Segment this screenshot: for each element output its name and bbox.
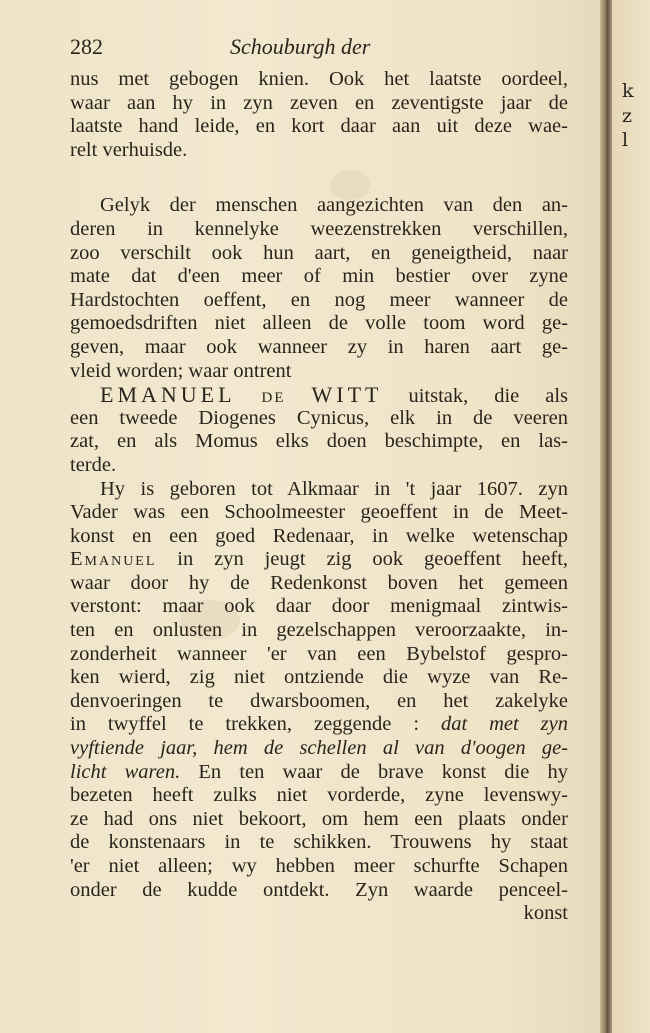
text-line: onder de kudde ontdekt. Zyn waarde penceel- [70, 878, 568, 901]
text-line: geven, maar ook wanneer zy in haren aart ge- [70, 335, 568, 358]
quote-text: licht waren. [70, 760, 181, 783]
text-line: ten en onlusten in gezelschappen veroorzaakte, in- [70, 619, 568, 642]
quote-line: vyftiende jaar, hem de schellen al van d'oogen ge- [70, 737, 568, 760]
text-line [70, 548, 568, 572]
text-line: vleid worden; waar ontrent [70, 359, 292, 382]
text-line: zat, en als Momus elks doen beschimpte, en las- [70, 430, 568, 453]
text-line: Hardstochten oeffent, en nog meer wanneer de [70, 288, 568, 311]
page-header [70, 34, 570, 64]
text-line: waar door hy de Redenkonst boven het gemeen [70, 571, 568, 594]
text-line: Gelyk der menschen aangezichten van den an- [100, 194, 568, 217]
text-line: 'er niet alleen; wy hebben meer schurfte Schapen [70, 855, 568, 877]
running-head: Schouburgh der [230, 34, 371, 59]
facing-page-fragment: z [622, 105, 633, 127]
text-line: mate dat d'een meer of min bestier over zyne [70, 265, 568, 288]
text-line: konst en een goed Redenaar, in welke wetenschap [70, 524, 568, 547]
facing-page-fragment: l [622, 129, 629, 151]
artist-last-name: WITT [311, 382, 383, 408]
book-gutter [600, 0, 612, 1033]
text-line [70, 713, 568, 737]
artist-first-name: EMANUEL [100, 382, 236, 408]
text-line: gemoedsdriften niet alleen de volle toom word ge- [70, 312, 568, 335]
text-line: zoo verschilt ook hun aart, en geneigtheid, naar [70, 241, 568, 264]
text-fragment: in zyn jeugt zig ook geoeffent heeft, [177, 548, 569, 571]
text-fragment: En ten waar de brave konst die hy [198, 760, 568, 783]
text-line: waar aan hy in zyn zeven en zeventigste jaar de [70, 91, 568, 114]
text-line: bezeten heeft zulks niet vorderde, zyne levenswy- [70, 784, 568, 807]
name-line [70, 383, 568, 407]
quote-text: dat met zyn [440, 713, 568, 736]
paragraph-gap [70, 162, 568, 194]
artist-name-particle: DE [261, 390, 286, 407]
text-line: laatste hand leide, en kort daar aan uit deze wae- [70, 115, 568, 138]
text-line: denvoeringen te dwarsboomen, en het zakelyke [70, 689, 568, 712]
text-line: ken wierd, zig niet ontziende die wyze van Re- [70, 666, 568, 689]
text-line: Hy is geboren tot Alkmaar in 't jaar 1607. zyn [100, 477, 568, 500]
text-line: terde. [70, 453, 117, 476]
text-line: zonderheit wanneer 'er van een Bybelstof gespro- [70, 642, 568, 665]
text-fragment: in twyffel te trekken, zeggende : [70, 713, 420, 736]
text-line: verstont: maar ook daar door menigmaal zintwis- [70, 595, 568, 618]
page-number: 282 [70, 34, 103, 59]
text-line: deren in kennelyke weezenstrekken verschillen, [70, 217, 568, 240]
text-line: relt verhuisde. [70, 138, 188, 161]
name-line-rest: uitstak, die als [408, 385, 569, 408]
text-line: nus met gebogen knien. Ook het laatste oordeel, [70, 68, 568, 90]
artist-name-smallcaps: Emanuel [70, 548, 157, 571]
facing-page-edge [612, 0, 650, 1033]
text-line: Vader was een Schoolmeester geoeffent in de Meet- [70, 501, 568, 524]
body-text [70, 68, 568, 926]
facing-page-fragment: k [622, 80, 634, 102]
text-line: een tweede Diogenes Cynicus, elk in de veeren [70, 406, 568, 429]
text-line: de konstenaars in te schikken. Trouwens hy staat [70, 831, 568, 854]
text-line: ze had ons niet bekoort, om hem een plaats onder [70, 807, 568, 830]
text-line [70, 761, 568, 785]
catchword: konst [523, 902, 568, 925]
